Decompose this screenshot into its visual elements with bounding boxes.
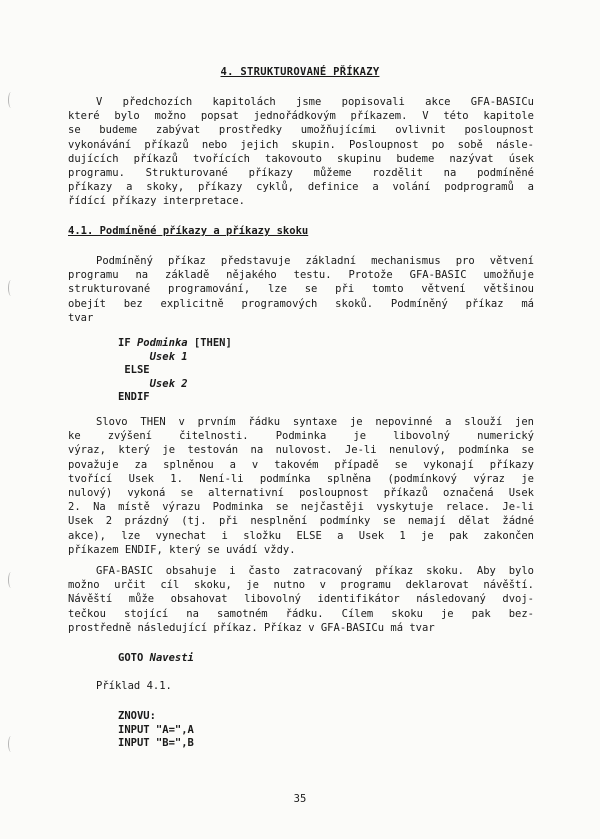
text-line: V předchozích kapitolách jsme popisovali akce GFA-BASICu (96, 96, 534, 108)
example-title: Příklad 4.1. (96, 680, 172, 692)
text-line: 2. Na místě výrazu Podminka se nejčastěji vyskytuje relace. Je-li (68, 501, 534, 514)
keyword-goto: GOTO (118, 652, 144, 664)
label-placeholder: Navesti (149, 652, 194, 664)
margin-mark (8, 572, 14, 588)
text-line: Slovo THEN v prvním řádku syntaxe je nepovinné a slouží jen (96, 416, 534, 428)
text-line: nulový) vykoná se alternativní posloupnost příkazů označená Usek (68, 487, 534, 500)
condition-placeholder: Podminka (136, 337, 188, 349)
code-line: INPUT "A=",A (118, 723, 194, 736)
text-line: akce), lze vynechat i složku ELSE a Usek 1 je pak zakončen (68, 529, 534, 542)
code-line: INPUT "B=",B (118, 737, 194, 750)
example-code-block (118, 710, 194, 751)
text-line: GFA-BASIC obsahuje i často zatracovaný příkaz skoku. Aby bylo (96, 565, 534, 577)
text-line: Návěští může obsahovat libovolný identifikátor následovaný dvoj- (68, 593, 534, 606)
page-number: 35 (293, 793, 307, 805)
text-line: Usek 2 prázdný (tj. při nesplnění podmínky se nemají dělat žádné (68, 515, 534, 528)
text-line: programu na základě nějakého testu. Protože GFA-BASIC umožňuje (68, 269, 534, 282)
keyword-then: [THEN] (193, 337, 232, 349)
margin-mark (8, 280, 14, 296)
text-line: možno určit cíl skoku, je nutno v programu deklarovat návěští. (68, 579, 534, 592)
text-line: ke zvýšení čitelnosti. Podminka je libovolný numerický (68, 430, 534, 443)
text-line: strukturované programování, lze se při tomto větvení většinou (68, 283, 534, 296)
block-2-placeholder: Usek 2 (149, 377, 188, 390)
text-line: příkazy a skoky, příkazy cyklů, definice a volání podprogramů a (68, 181, 534, 194)
text-line: obejít bez explicitně programových skoků. Podmíněný příkaz má (68, 297, 534, 310)
text-line: tečkou stojící na samotném řádku. Cílem skoku je pak bez- (68, 607, 534, 620)
chapter-title: 4. STRUKTUROVANÉ PŘÍKAZY (220, 66, 380, 78)
explanation-paragraph (68, 415, 534, 557)
text-line: vykonávání příkazů nebo jejich skupin. Posloupnost po sobě násle- (68, 138, 534, 151)
margin-mark (8, 92, 14, 108)
section-title: 4.1. Podmíněné příkazy a příkazy skoku (68, 225, 309, 237)
text-line: se budeme zabývat prostředky umožňujícími ovlivnit posloupnost (68, 124, 534, 137)
text-line: které bylo možno popsat jednořádkovým příkazem. V této kapitole (68, 110, 534, 123)
text-line: řídící příkazy interpretace. (68, 195, 246, 208)
text-line: považuje za splněnou a v takovém případě se vykonají příkazy (68, 458, 534, 471)
block-1-placeholder: Usek 1 (149, 350, 188, 363)
intro-paragraph (68, 95, 534, 209)
goto-paragraph (68, 564, 534, 635)
text-line: dujících příkazů tvořících takovouto skupinu budeme nazývat úsek (68, 152, 534, 165)
text-line: Podmíněný příkaz představuje základní mechanismus pro větvení (96, 255, 534, 267)
keyword-endif: ENDIF (118, 391, 150, 404)
condition-intro-paragraph (68, 254, 534, 325)
text-line: programu. Strukturované příkazy můžeme rozdělit na podmíněné (68, 167, 534, 180)
margin-mark (8, 736, 14, 752)
text-line: výraz, který je testován na nulovost. Je-li nenulový, podmínka se (68, 444, 534, 457)
keyword-else: ELSE (124, 364, 150, 377)
goto-syntax (118, 652, 194, 666)
text-line: tvořící Usek 1. Není-li podmínka splněna (podmínkový výraz je (68, 472, 534, 485)
if-syntax-block (118, 337, 232, 405)
code-line: ZNOVU: (118, 710, 156, 722)
keyword-if: IF (118, 337, 131, 349)
text-line: tvar (68, 311, 94, 324)
text-line: prostředně následující příkaz. Příkaz v GFA-BASICu má tvar (68, 621, 435, 634)
text-line: příkazem ENDIF, který se uvádí vždy. (68, 543, 296, 556)
